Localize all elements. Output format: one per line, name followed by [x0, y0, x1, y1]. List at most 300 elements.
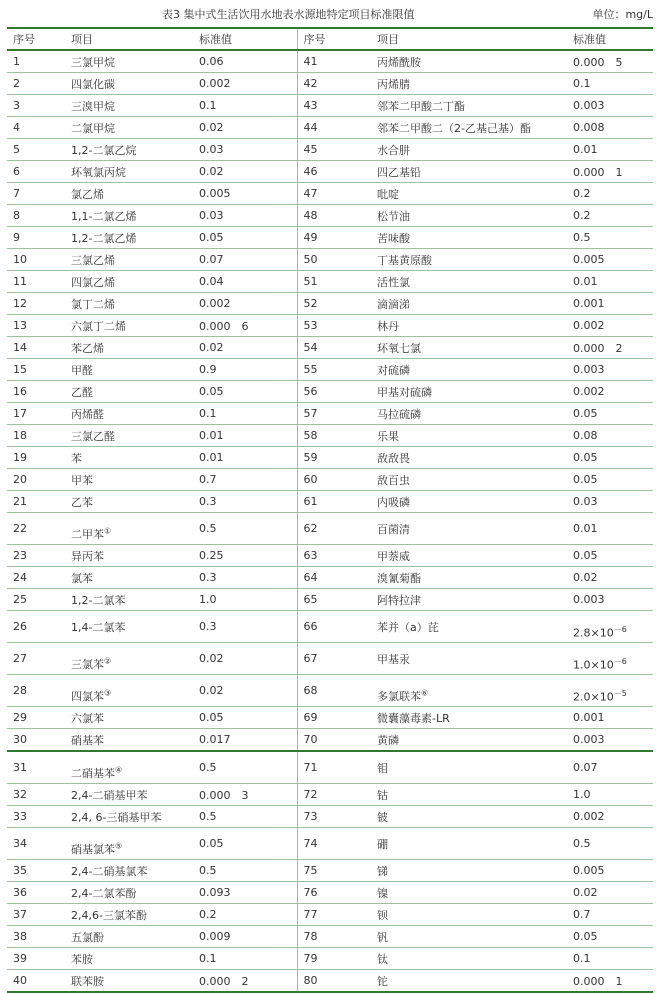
row-number-right-text: 56	[303, 385, 318, 398]
row-number-right-text: 62	[303, 522, 318, 535]
standard-value-right	[567, 948, 653, 970]
table-row	[7, 948, 653, 970]
table-row	[7, 315, 653, 337]
standard-value-left-text: 0.02	[199, 121, 224, 134]
standard-value-left	[193, 729, 297, 752]
item-name-right-text: 敌百虫	[377, 473, 410, 487]
item-name-left	[65, 882, 193, 904]
item-name-left	[65, 904, 193, 926]
standard-value-right-text: 0.05	[573, 930, 598, 943]
row-number-right	[297, 611, 371, 643]
row-number-right	[297, 315, 371, 337]
standard-value-right-text: 0.003	[573, 733, 605, 746]
standard-value-left-text: 0.01	[199, 451, 224, 464]
table-row	[7, 806, 653, 828]
standard-value-left-text: 0.093	[199, 886, 231, 899]
table-row	[7, 675, 653, 707]
row-number-left	[7, 806, 65, 828]
table-row	[7, 926, 653, 948]
standard-value-right	[567, 675, 653, 707]
row-number-left	[7, 675, 65, 707]
item-name-left-text: 硝基苯	[71, 733, 104, 747]
standard-value-left	[193, 403, 297, 425]
standard-value-left-text: 0.002	[199, 297, 231, 310]
standard-value-right-text: 0.5	[573, 837, 591, 850]
standard-value-left-text: 0.009	[199, 930, 231, 943]
standard-value-right	[567, 860, 653, 882]
standard-value-left	[193, 567, 297, 589]
item-name-right-text: 镍	[377, 886, 388, 900]
row-number-left-text: 16	[13, 385, 27, 398]
standard-value-right-text: 0.002	[573, 385, 605, 398]
row-number-right-text: 48	[303, 209, 318, 222]
standard-value-left	[193, 50, 297, 73]
standard-value-left-text: 0.5	[199, 864, 217, 877]
standard-value-left	[193, 293, 297, 315]
standard-value-right	[567, 491, 653, 513]
standard-value-right-text: 0.000 1	[573, 974, 623, 988]
item-name-right	[371, 183, 567, 205]
table-body	[7, 50, 653, 992]
table-row	[7, 249, 653, 271]
item-name-right-text: 钴	[377, 788, 388, 802]
table-row	[7, 161, 653, 183]
footnote-marker: ③	[104, 688, 112, 698]
row-number-right-text: 67	[303, 652, 318, 665]
item-name-right	[371, 381, 567, 403]
item-name-left-text: 二硝基苯	[71, 767, 115, 780]
row-number-left-text: 33	[13, 810, 27, 823]
row-number-right	[297, 806, 371, 828]
standard-value-right	[567, 611, 653, 643]
item-name-left-text: 三氯苯	[71, 658, 104, 671]
standard-value-left	[193, 447, 297, 469]
table-row	[7, 828, 653, 860]
item-name-right-text: 钼	[377, 761, 388, 775]
row-number-left-text: 29	[13, 711, 27, 724]
item-name-right-text: 铍	[377, 810, 388, 824]
standard-value-left-text: 0.017	[199, 733, 231, 746]
standard-value-right-text: 0.002	[573, 810, 605, 823]
item-name-left-text: 乙苯	[71, 495, 93, 509]
item-name-right	[371, 729, 567, 752]
standard-value-left	[193, 545, 297, 567]
item-name-right-text: 苯并（a）芘	[377, 620, 439, 634]
standard-value-left	[193, 675, 297, 707]
row-number-right-text: 49	[303, 231, 318, 244]
standard-value-right-text: 0.003	[573, 593, 605, 606]
table-row	[7, 513, 653, 545]
item-name-left	[65, 249, 193, 271]
row-number-left-text: 11	[13, 275, 27, 288]
standard-value-left-text: 0.04	[199, 275, 224, 288]
row-number-right-text: 44	[303, 121, 318, 134]
header-value-right: 标准值	[567, 28, 653, 50]
row-number-right	[297, 707, 371, 729]
table-row	[7, 729, 653, 752]
table-row	[7, 784, 653, 806]
row-number-right-text: 64	[303, 571, 318, 584]
item-name-left	[65, 293, 193, 315]
exponent: －5	[613, 689, 627, 699]
row-number-left-text: 25	[13, 593, 27, 606]
row-number-right	[297, 161, 371, 183]
row-number-left-text: 37	[13, 908, 27, 921]
unit-label: 单位：mg/L	[592, 8, 653, 21]
item-name-left	[65, 139, 193, 161]
row-number-left	[7, 249, 65, 271]
standard-value-left	[193, 611, 297, 643]
row-number-left	[7, 293, 65, 315]
standard-value-left	[193, 183, 297, 205]
standard-value-left	[193, 784, 297, 806]
row-number-left	[7, 784, 65, 806]
row-number-right	[297, 425, 371, 447]
standard-value-right	[567, 227, 653, 249]
row-number-left	[7, 425, 65, 447]
item-name-left-text: 硝基氯苯	[71, 843, 115, 856]
standard-value-left-text: 0.1	[199, 99, 217, 112]
item-name-right-text: 乐果	[377, 429, 399, 443]
standard-value-left	[193, 926, 297, 948]
item-name-left	[65, 828, 193, 860]
standard-value-left	[193, 205, 297, 227]
table-row	[7, 751, 653, 784]
row-number-right	[297, 447, 371, 469]
header-no-right: 序号	[297, 28, 371, 50]
standard-value-left	[193, 643, 297, 675]
item-name-right	[371, 50, 567, 73]
item-name-right	[371, 589, 567, 611]
row-number-left-text: 21	[13, 495, 27, 508]
standard-value-right-text: 0.08	[573, 429, 598, 442]
standard-value-right-text: 0.02	[573, 571, 598, 584]
standard-value-right-text: 0.05	[573, 473, 598, 486]
table-row	[7, 139, 653, 161]
row-number-left-text: 6	[13, 165, 20, 178]
table-row	[7, 904, 653, 926]
item-name-left-text: 三氯乙醛	[71, 429, 115, 443]
row-number-right-text: 80	[303, 974, 318, 987]
standard-value-right	[567, 904, 653, 926]
row-number-left	[7, 161, 65, 183]
standard-value-right	[567, 359, 653, 381]
item-name-right-text: 黄磷	[377, 733, 399, 747]
row-number-right-text: 41	[303, 55, 318, 68]
row-number-right	[297, 183, 371, 205]
item-name-left	[65, 161, 193, 183]
standard-value-left-text: 0.03	[199, 143, 224, 156]
item-name-left-text: 1,4-二氯苯	[71, 620, 126, 634]
standard-value-left-text: 0.5	[199, 761, 217, 774]
standard-value-right-text: 1.0	[573, 788, 591, 801]
standard-value-right	[567, 183, 653, 205]
item-name-right	[371, 567, 567, 589]
item-name-right-text: 四乙基铅	[377, 165, 421, 179]
standard-value-right-text: 0.03	[573, 495, 598, 508]
row-number-left	[7, 95, 65, 117]
item-name-right	[371, 425, 567, 447]
standard-value-left-text: 0.5	[199, 810, 217, 823]
row-number-right	[297, 491, 371, 513]
standard-value-right	[567, 139, 653, 161]
footnote-marker: ⑥	[421, 688, 429, 698]
table-row	[7, 567, 653, 589]
row-number-right	[297, 73, 371, 95]
exponent: －6	[613, 625, 627, 635]
item-name-right	[371, 73, 567, 95]
item-name-left	[65, 205, 193, 227]
standard-value-right-text: 2.0×10	[573, 691, 614, 704]
standard-value-right-text: 0.05	[573, 407, 598, 420]
standard-value-left	[193, 589, 297, 611]
standard-value-right	[567, 447, 653, 469]
standard-value-right-text: 0.02	[573, 886, 598, 899]
item-name-right	[371, 293, 567, 315]
table-row	[7, 860, 653, 882]
row-number-left	[7, 447, 65, 469]
standard-value-left-text: 0.02	[199, 165, 224, 178]
standard-value-right-text: 0.07	[573, 761, 598, 774]
row-number-left	[7, 926, 65, 948]
item-name-left	[65, 73, 193, 95]
item-name-right-text: 邻苯二甲酸二丁酯	[377, 99, 465, 113]
row-number-right-text: 68	[303, 684, 318, 697]
table-row	[7, 205, 653, 227]
table-row	[7, 469, 653, 491]
row-number-left	[7, 860, 65, 882]
item-name-right-text: 内吸磷	[377, 495, 410, 509]
table-row	[7, 643, 653, 675]
item-name-left	[65, 315, 193, 337]
standard-value-left	[193, 948, 297, 970]
item-name-right-text: 水合肼	[377, 143, 410, 157]
item-name-left-text: 三氯乙烯	[71, 253, 115, 267]
item-name-left	[65, 337, 193, 359]
table-row	[7, 117, 653, 139]
standard-value-left-text: 0.05	[199, 837, 224, 850]
item-name-right-text: 吡啶	[377, 187, 399, 201]
item-name-left-text: 四氯乙烯	[71, 275, 115, 289]
standard-value-left-text: 0.1	[199, 952, 217, 965]
standard-value-left-text: 0.5	[199, 522, 217, 535]
row-number-right	[297, 751, 371, 784]
standard-value-right-text: 1.0×10	[573, 659, 614, 672]
table-title: 表3 集中式生活饮用水地表水源地特定项目标准限值	[162, 8, 415, 21]
item-name-left-text: 氯乙烯	[71, 187, 104, 201]
standard-value-right	[567, 751, 653, 784]
standard-value-left	[193, 117, 297, 139]
row-number-right	[297, 784, 371, 806]
item-name-right	[371, 806, 567, 828]
standard-value-right-text: 0.001	[573, 297, 605, 310]
standard-value-left	[193, 73, 297, 95]
standard-value-left-text: 0.005	[199, 187, 231, 200]
item-name-right-text: 对硫磷	[377, 363, 410, 377]
item-name-left-text: 丙烯醛	[71, 407, 104, 421]
item-name-left-text: 五氯酚	[71, 930, 104, 944]
standard-value-left-text: 0.000 3	[199, 788, 249, 802]
item-name-right	[371, 948, 567, 970]
row-number-left-text: 1	[13, 55, 20, 68]
row-number-right	[297, 860, 371, 882]
item-name-right-text: 锑	[377, 864, 388, 878]
item-name-right-text: 钛	[377, 952, 388, 966]
item-name-right-text: 甲基对硫磷	[377, 385, 432, 399]
row-number-right-text: 59	[303, 451, 318, 464]
row-number-right	[297, 469, 371, 491]
item-name-right-text: 松节油	[377, 209, 410, 223]
item-name-left	[65, 403, 193, 425]
table-row	[7, 589, 653, 611]
item-name-left	[65, 469, 193, 491]
standard-value-right-text: 0.1	[573, 77, 591, 90]
row-number-left	[7, 381, 65, 403]
standard-value-left-text: 0.2	[199, 908, 217, 921]
standard-value-left-text: 0.3	[199, 620, 217, 633]
standard-value-right	[567, 315, 653, 337]
row-number-right-text: 50	[303, 253, 318, 266]
footnote-marker: ④	[115, 765, 123, 775]
standard-value-left	[193, 828, 297, 860]
standard-value-left-text: 0.03	[199, 209, 224, 222]
header-item-right: 项目	[371, 28, 567, 50]
item-name-left	[65, 227, 193, 249]
standard-value-right	[567, 707, 653, 729]
standard-value-right	[567, 50, 653, 73]
table-row	[7, 491, 653, 513]
table-row	[7, 403, 653, 425]
header-item-left: 项目	[65, 28, 193, 50]
standard-value-left	[193, 271, 297, 293]
row-number-left	[7, 707, 65, 729]
item-name-left-text: 2,4-二硝基氯苯	[71, 864, 148, 878]
row-number-left	[7, 73, 65, 95]
row-number-left	[7, 729, 65, 752]
standard-value-right	[567, 567, 653, 589]
table-row	[7, 882, 653, 904]
standard-value-right-text: 0.05	[573, 451, 598, 464]
standard-value-right-text: 0.05	[573, 549, 598, 562]
standard-value-right-text: 0.2	[573, 187, 591, 200]
item-name-right-text: 溴氰菊酯	[377, 571, 421, 585]
row-number-right-text: 73	[303, 810, 318, 823]
item-name-right-text: 活性氯	[377, 275, 410, 289]
item-name-right	[371, 249, 567, 271]
row-number-left	[7, 205, 65, 227]
standard-value-left	[193, 381, 297, 403]
row-number-left-text: 14	[13, 341, 27, 354]
standard-value-left-text: 0.05	[199, 231, 224, 244]
standard-value-left-text: 0.7	[199, 473, 217, 486]
item-name-left-text: 2,4-二氯苯酚	[71, 886, 137, 900]
standard-value-left-text: 0.25	[199, 549, 224, 562]
row-number-left-text: 39	[13, 952, 27, 965]
standard-value-left-text: 0.02	[199, 341, 224, 354]
item-name-left-text: 氯丁二烯	[71, 297, 115, 311]
item-name-right	[371, 707, 567, 729]
standard-value-right	[567, 926, 653, 948]
row-number-right	[297, 729, 371, 752]
item-name-left	[65, 611, 193, 643]
row-number-right-text: 57	[303, 407, 318, 420]
row-number-left-text: 22	[13, 522, 27, 535]
item-name-right	[371, 545, 567, 567]
table-row	[7, 337, 653, 359]
item-name-right	[371, 882, 567, 904]
item-name-right	[371, 359, 567, 381]
row-number-left	[7, 227, 65, 249]
standard-value-left-text: 0.000 2	[199, 974, 249, 988]
item-name-right	[371, 447, 567, 469]
row-number-right	[297, 271, 371, 293]
header-value-left: 标准值	[193, 28, 297, 50]
item-name-right-text: 微囊藻毒素-LR	[377, 711, 450, 725]
row-number-left-text: 34	[13, 837, 27, 850]
row-number-right	[297, 882, 371, 904]
row-number-left-text: 10	[13, 253, 27, 266]
item-name-right-text: 丁基黄原酸	[377, 253, 432, 267]
item-name-left	[65, 50, 193, 73]
table-row	[7, 95, 653, 117]
standard-value-left-text: 0.3	[199, 571, 217, 584]
standard-value-right	[567, 545, 653, 567]
row-number-right	[297, 117, 371, 139]
standard-value-right	[567, 425, 653, 447]
item-name-left	[65, 271, 193, 293]
row-number-right	[297, 359, 371, 381]
row-number-right-text: 60	[303, 473, 318, 486]
item-name-right	[371, 205, 567, 227]
standard-value-right-text: 0.003	[573, 99, 605, 112]
standard-value-right	[567, 513, 653, 545]
standard-value-right-text: 0.7	[573, 908, 591, 921]
row-number-right	[297, 643, 371, 675]
standard-value-left	[193, 469, 297, 491]
standard-value-left	[193, 513, 297, 545]
standard-value-right-text: 0.01	[573, 522, 598, 535]
item-name-right	[371, 675, 567, 707]
row-number-left-text: 9	[13, 231, 20, 244]
header-no-left: 序号	[7, 28, 65, 50]
item-name-right-text: 铊	[377, 974, 388, 988]
item-name-right-text: 丙烯酰胺	[377, 55, 421, 69]
item-name-right-text: 百菌清	[377, 522, 410, 536]
row-number-left	[7, 139, 65, 161]
row-number-left	[7, 948, 65, 970]
row-number-left	[7, 611, 65, 643]
row-number-right-text: 63	[303, 549, 318, 562]
standard-value-left	[193, 249, 297, 271]
row-number-right	[297, 403, 371, 425]
standard-value-right-text: 0.005	[573, 253, 605, 266]
row-number-left-text: 5	[13, 143, 20, 156]
item-name-left	[65, 513, 193, 545]
row-number-right-text: 74	[303, 837, 318, 850]
standard-value-right	[567, 643, 653, 675]
row-number-left	[7, 491, 65, 513]
item-name-left-text: 异丙苯	[71, 549, 104, 563]
item-name-left-text: 二甲苯	[71, 528, 104, 541]
item-name-left	[65, 589, 193, 611]
standard-value-left-text: 0.9	[199, 363, 217, 376]
row-number-right-text: 65	[303, 593, 318, 606]
row-number-left	[7, 882, 65, 904]
item-name-left	[65, 425, 193, 447]
row-number-right-text: 75	[303, 864, 318, 877]
item-name-right	[371, 926, 567, 948]
table-row	[7, 227, 653, 249]
